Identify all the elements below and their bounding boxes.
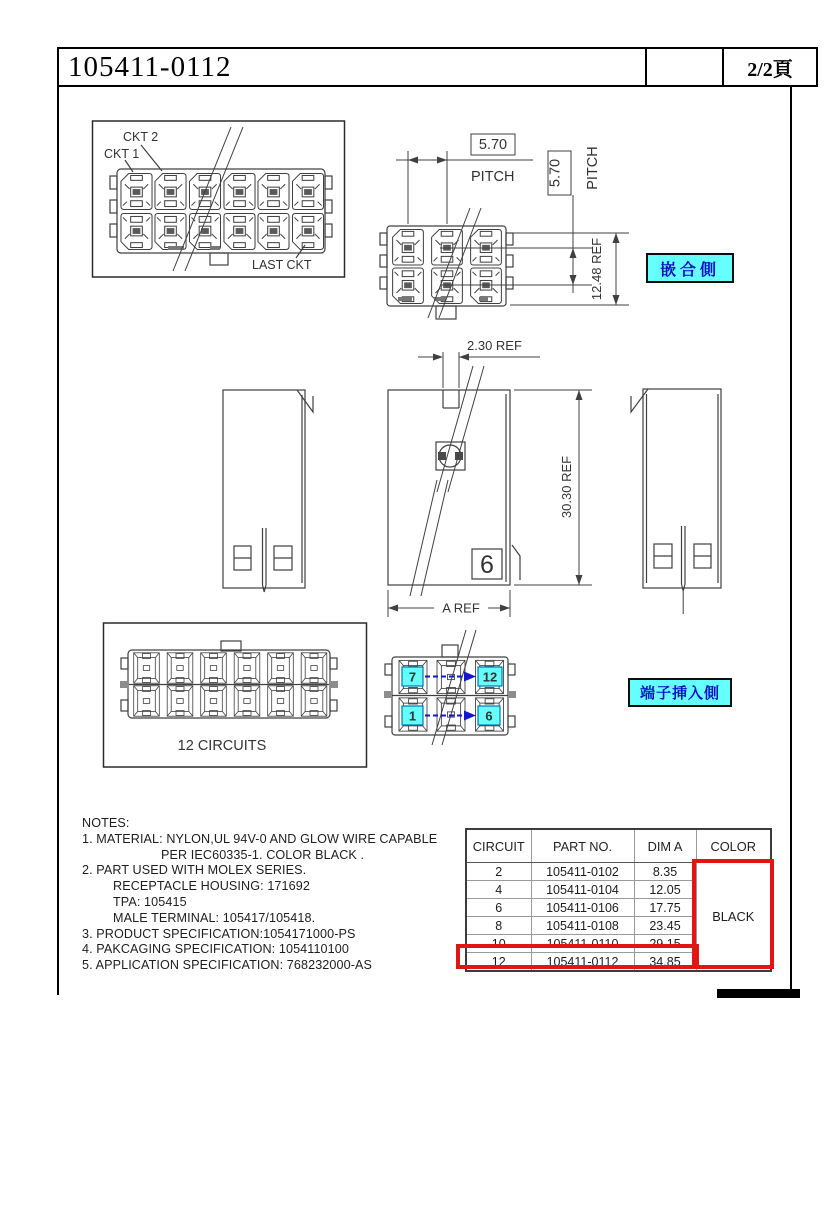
pitch-v-value: 5.70 bbox=[547, 158, 564, 188]
cell: 34.85 bbox=[634, 953, 696, 972]
circuits-label: 12 CIRCUITS bbox=[177, 738, 267, 754]
cell: 2 bbox=[466, 863, 531, 881]
cell: 12 bbox=[466, 953, 531, 972]
side-view-right bbox=[631, 389, 721, 614]
color-cell: BLACK bbox=[696, 863, 771, 972]
cell: 105411-0112 bbox=[531, 953, 634, 972]
ckt1-label: CKT 1 bbox=[104, 147, 140, 161]
cell: 6 bbox=[466, 899, 531, 917]
highlight-box-row-12 bbox=[456, 944, 699, 969]
cavity-id-mark: 6 bbox=[480, 551, 494, 579]
cell: 105411-0104 bbox=[531, 881, 634, 899]
pitch-h-value: 5.70 bbox=[478, 137, 508, 153]
col-color: COLOR bbox=[696, 829, 771, 863]
ckt2-label: CKT 2 bbox=[123, 130, 159, 144]
cell: 105411-0110 bbox=[531, 935, 634, 953]
note-line: TPA: 105415 bbox=[113, 894, 187, 909]
col-circuit: CIRCUIT bbox=[466, 829, 531, 863]
cell: 105411-0108 bbox=[531, 917, 634, 935]
insertion-view-drawing bbox=[384, 630, 516, 745]
cell: 105411-0102 bbox=[531, 863, 634, 881]
pitch-h-label: PITCH bbox=[471, 169, 515, 185]
cell: 17.75 bbox=[634, 899, 696, 917]
note-line: NOTES: bbox=[82, 816, 130, 830]
table-header-row bbox=[466, 829, 771, 863]
note-line: RECEPTACLE HOUSING: 171692 bbox=[113, 879, 310, 894]
note-line: PER IEC60335-1. COLOR BLACK . bbox=[161, 847, 365, 862]
cell: 8 bbox=[466, 917, 531, 935]
page-number: 2/2頁 bbox=[722, 49, 816, 85]
cell: 12.05 bbox=[634, 881, 696, 899]
tab-ref-dim: 2.30 REF bbox=[467, 338, 522, 353]
height-ref-dim: 12.48 REF bbox=[589, 237, 604, 301]
cavity-num-7: 7 bbox=[408, 669, 417, 685]
cell: 8.35 bbox=[634, 863, 696, 881]
note-line: 3. PRODUCT SPECIFICATION:1054171000-PS bbox=[82, 926, 356, 941]
cell: 10 bbox=[466, 935, 531, 953]
cavity-num-6: 6 bbox=[485, 708, 493, 724]
cavity-num-12: 12 bbox=[482, 669, 498, 685]
last-ckt-label: LAST CKT bbox=[252, 258, 312, 272]
front-view-box-drawing bbox=[93, 121, 345, 277]
length-ref-dim: 30.30 REF bbox=[559, 455, 574, 519]
note-line: 2. PART USED WITH MOLEX SERIES. bbox=[82, 863, 307, 878]
cavity-num-1: 1 bbox=[408, 708, 417, 724]
cell: 23.45 bbox=[634, 917, 696, 935]
cell: 29.15 bbox=[634, 935, 696, 953]
note-line: MALE TERMINAL: 105417/105418. bbox=[113, 910, 316, 925]
note-line: 4. PAKCAGING SPECIFICATION: 1054110100 bbox=[82, 942, 349, 957]
note-line: 1. MATERIAL: NYLON,UL 94V-0 AND GLOW WIRE CAPABLE bbox=[82, 831, 438, 846]
col-dim-a: DIM A bbox=[634, 829, 696, 863]
highlight-box-color-column bbox=[692, 859, 774, 969]
notes-block bbox=[82, 816, 462, 974]
cell: 4 bbox=[466, 881, 531, 899]
col-part-no: PART NO. bbox=[531, 829, 634, 863]
terminal-insertion-side-label: 端子挿入側 bbox=[628, 678, 732, 707]
mating-side-label: 嵌合側 bbox=[646, 253, 734, 283]
note-line: 5. APPLICATION SPECIFICATION: 768232000-AS bbox=[82, 958, 373, 973]
cell: 105411-0106 bbox=[531, 899, 634, 917]
dim-a-ref: A REF bbox=[442, 600, 480, 616]
pitch-v-label: PITCH bbox=[585, 146, 601, 190]
part-number: 105411-0112 bbox=[68, 50, 232, 83]
side-view-left bbox=[223, 390, 313, 592]
